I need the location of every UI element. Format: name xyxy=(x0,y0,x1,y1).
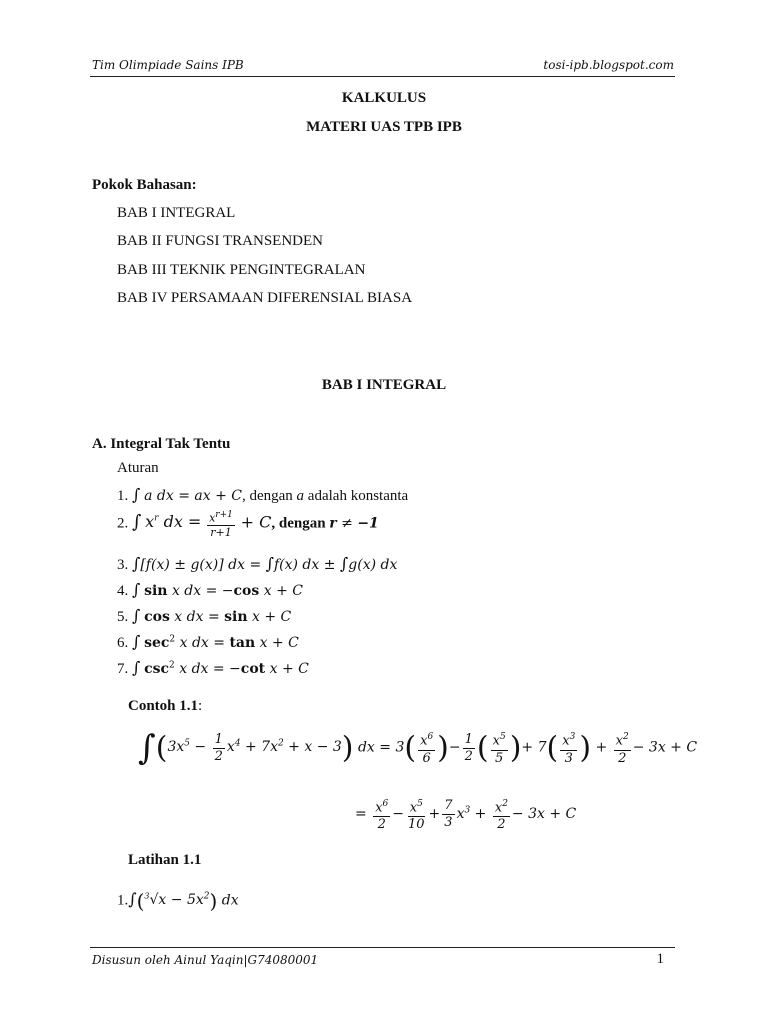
formula: $\sec^2 x$ dx = tan x + C xyxy=(144,634,299,651)
rule-var: a xyxy=(296,488,305,504)
fraction: $\frac{1}{2}$ xyxy=(214,731,223,764)
pokok-item: BAB II FUNGSI TRANSENDEN xyxy=(117,233,323,249)
formula: g(x) dx xyxy=(348,557,398,573)
formula: − 3x + C xyxy=(632,739,698,756)
formula: $x^r$ dx = xyxy=(145,512,202,532)
rule-3 xyxy=(117,554,397,574)
rule-2 xyxy=(117,509,379,539)
rule-number: 1. xyxy=(117,488,129,504)
integral-sign: ∫ xyxy=(132,632,141,651)
exercise-item-1: $1.\int(^3√x - 5x^2)$ dx xyxy=(117,889,239,913)
formula: − 3x + C xyxy=(511,806,577,823)
pokok-item: BAB IV PERSAMAAN DIFERENSIAL BIASA xyxy=(117,290,413,306)
example-equation-2: = $\frac{x^6}{2}$ − $\frac{x^5}{10}$ + $\frac{7}{3}$ $x^3$ + $\frac{x^2}{2}$ − 3x + C xyxy=(355,796,576,833)
rule-number: 6. xyxy=(117,635,129,651)
fraction: $\frac{7}{3}$ xyxy=(444,798,453,831)
rule-number: 5. xyxy=(117,609,129,625)
exercise-number: 1. xyxy=(117,892,129,909)
formula: dx xyxy=(217,892,239,909)
rule-number: 3. xyxy=(117,557,129,573)
integral-sign: ∫ xyxy=(128,889,137,909)
rule-number: 7. xyxy=(117,661,129,677)
header-rule xyxy=(90,76,675,77)
integral-sign: ∫ xyxy=(132,606,141,625)
rule-7 xyxy=(117,658,309,678)
fraction: $\frac{x^{r+1}}{r+1}$ xyxy=(209,510,233,539)
rule-5 xyxy=(117,606,291,626)
formula: $3x^5$ − xyxy=(167,738,211,756)
fraction: $\frac{x^6}{2}$ xyxy=(373,796,390,833)
formula: cos x dx = sin x + C xyxy=(144,609,292,625)
formula: $x^4 + 7x^2 + x - 3$ xyxy=(226,738,342,756)
example-equation-1: $\int(3x^5$ − $\frac{1}{2}$ $x^4 + 7x^2 + x - 3$) dx = 3( $\frac{x^6}{6}$ )− $\frac{1}{2}$ ( $\frac{x^5}{5}$ )+ 7( $\frac{x^3}{3}$ ) + $\frac{x^2}{2}$ − 3x + C xyxy=(138,728,698,768)
section-heading: A. Integral Tak Tentu xyxy=(92,436,231,452)
rule-number: 2. xyxy=(117,515,129,532)
rule-note-tail: adalah konstanta xyxy=(304,488,409,504)
integral-sign: ∫ xyxy=(132,554,141,573)
integral-sign: ∫ xyxy=(339,554,349,573)
formula: $\csc^2 x$ dx = −cot x + C xyxy=(144,660,309,677)
pokok-item: BAB III TEKNIK PENGINTEGRALAN xyxy=(117,262,366,278)
formula: sin x dx = −cos x + C xyxy=(144,583,303,599)
formula: $^3√x - 5x^2$ xyxy=(144,891,210,909)
rule-note: , dengan xyxy=(271,515,330,532)
integral-sign: ∫ xyxy=(132,658,141,677)
rule-note: , dengan xyxy=(241,488,297,504)
footer-rule xyxy=(90,947,675,948)
chapter-title: BAB I INTEGRAL xyxy=(321,377,447,393)
formula: [f(x) ± g(x)] dx = xyxy=(140,557,266,573)
integral-sign: ∫ xyxy=(132,580,141,599)
aturan-label: Aturan xyxy=(117,460,159,476)
header-right: tosi-ipb.blogspot.com xyxy=(543,58,674,72)
formula: r ≠ −1 xyxy=(329,515,379,532)
fraction: $\frac{x^6}{6}$ xyxy=(418,729,435,766)
fraction: $\frac{x^3}{3}$ xyxy=(560,729,577,766)
pokok-item: BAB I INTEGRAL xyxy=(117,205,236,221)
fraction: $\frac{x^2}{2}$ xyxy=(493,796,510,833)
fraction: $\frac{x^5}{5}$ xyxy=(491,729,508,766)
rule-6 xyxy=(117,632,299,652)
header-left: Tim Olimpiade Sains IPB xyxy=(92,58,244,72)
formula: dx = 3 xyxy=(353,739,405,756)
page-number: 1 xyxy=(656,951,664,967)
footer-author: Disusun oleh Ainul Yaqin|G74080001 xyxy=(92,953,319,967)
doc-title: KALKULUS xyxy=(341,90,427,106)
rule-4 xyxy=(117,580,303,600)
exercise-heading: Latihan 1.1 xyxy=(128,852,202,868)
integral-sign: ∫ xyxy=(132,485,141,504)
integral-sign: ∫ xyxy=(132,511,142,533)
integral-sign: ∫ xyxy=(265,554,274,573)
fraction: $\frac{1}{2}$ xyxy=(464,731,473,764)
example-label: Contoh 1.1 xyxy=(128,698,199,714)
formula: f(x) dx ± xyxy=(273,557,340,573)
doc-subtitle: MATERI UAS TPB IPB xyxy=(306,119,462,135)
fraction: $\frac{x^2}{2}$ xyxy=(614,729,631,766)
rule-number: 4. xyxy=(117,583,129,599)
formula: + C xyxy=(240,512,272,532)
integral-sign: ∫ xyxy=(138,728,156,768)
fraction: $\frac{x^5}{10}$ xyxy=(406,796,427,833)
pokok-label: Pokok Bahasan: xyxy=(92,177,197,193)
example-heading xyxy=(128,698,202,715)
example-colon: : xyxy=(198,698,203,714)
formula: a dx = ax + C xyxy=(144,488,242,504)
rule-1 xyxy=(117,485,408,505)
